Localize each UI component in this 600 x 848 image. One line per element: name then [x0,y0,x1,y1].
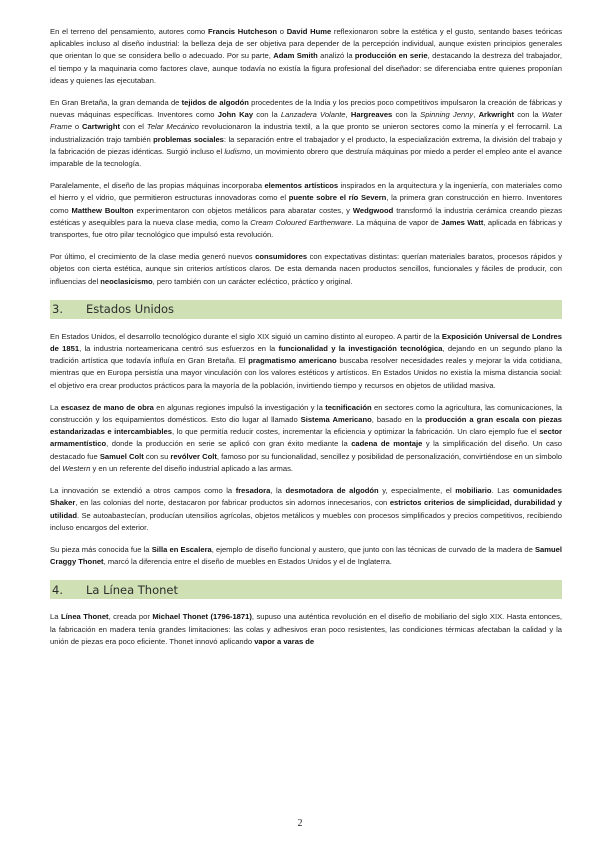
italic-term: Spinning Jenny [420,110,474,120]
text-run: procedentes de la India y los precios poco competitivos impulsaron la creación de fábricas y nuevas máquinas específicas. Inventores como [50,98,562,120]
italic-term: Telar Mecánico [146,122,199,132]
bold-term: elementos artísticos [264,181,339,191]
italic-term: Western [62,463,91,473]
bold-term: David Hume [286,27,332,36]
text-run: con la [514,110,542,120]
text-run: y en un referente del diseño industrial aplicado a las armas. [90,463,294,473]
bold-term: Arkwright [478,110,515,120]
bold-term: tejidos de algodón [181,98,249,108]
text-run: experimentaron con objetos metálicos para abaratar costes, y [133,205,353,215]
text-run: En Estados Unidos, el desarrollo tecnológico durante el siglo XIX siguió un camino distinto al europeo. A partir de la [50,331,442,341]
bold-term: fresadora [235,486,271,496]
text-run: , dejando en un segundo plano la tradición artística que todavía influía en Gran Bretaña. El [50,344,562,366]
text-run: , la [270,486,286,496]
text-run: o [277,27,287,36]
bold-term: Cartwright [82,122,120,132]
text-run: , la industria norteamericana centró sus esfuerzos en la [79,344,279,354]
bold-term: producción a gran escala con piezas estandarizadas e intercambiables [50,415,563,437]
bold-term: James Watt [441,217,484,227]
text-run: , en las colonias del norte, destacaron por fabricar productos sin adornos innecesarios, con [75,498,390,508]
text-run: Por último, el crecimiento de la clase media generó nuevos [50,252,256,262]
bold-term: escasez de mano de obra [60,402,154,412]
paragraph [50,97,562,170]
bold-term: revólver Colt [170,451,217,461]
paragraph [50,485,562,534]
bold-term: puente sobre el río Severn [288,193,387,203]
bold-term: Michael Thonet (1796-1871) [152,612,252,622]
text-run: La [50,612,61,622]
paragraph [50,331,562,392]
text-run: , aplicada en fábricas y transportes, fue otro pilar tecnológico que impulsó esta revolución. [50,217,562,240]
bold-term: Sistema Americano [300,415,372,425]
bold-term: comunidades Shaker [50,486,562,508]
text-run: , ejemplo de diseño funcional y austero, que junto con las técnicas de curvado de la madera de [211,544,535,554]
page-number: 2 [297,818,303,829]
section-number: 4. [52,582,63,597]
italic-term: Water Frame [50,110,563,132]
bold-term: Adam Smith [273,51,318,61]
section-number: 3. [52,302,63,317]
bold-term: Samuel Craggy Thonet [50,544,562,567]
text-run: , la primera gran construcción en hierro. Inventores como [50,193,563,215]
text-run: con la [253,110,281,120]
bold-term: John Kay [217,110,254,120]
text-run: con expectativas distintas: querían materiales baratos, procesos rápidos y objetos con cierta estética, aunque sin criterios artísticos claros. De esta demanda nacen productos sencillos, funcionales y fáciles de producir, con influencias del [50,252,562,286]
text-run: con la [392,110,421,120]
text-run: , supuso una auténtica revolución en el diseño de mobiliario del siglo XIX. Hasta entonces, la fabricación en madera tenía grandes limitaciones: las colas y adhesivos eran poco resistentes, las condiciones térmicas afectaban la calidad y la unión de piezas era poco eficiente. Thonet innovó aplicando [50,612,562,646]
text-run: , creada por [108,612,153,622]
bold-term: cadena de montaje [351,439,423,449]
text-run: en sectores como la agricultura, las comunicaciones, la construcción y los equipamientos domésticos. Esto dio lugar al llamado [50,402,562,425]
bold-term: mobiliario [455,486,492,496]
section-title: La Línea Thonet [86,582,178,597]
bold-term: Samuel Colt [99,451,144,461]
bold-term: Silla en Escalera [151,544,212,554]
text-run: con su [143,451,171,461]
text-run: La innovación se extendió a otros campos como la [50,486,236,496]
bold-term: Francis Hutcheson [208,27,277,36]
text-run: , un movimiento obrero que destruía máquinas por miedo a perder el empleo ante el avance imparable de la tecnología. [50,146,562,169]
italic-term: Cream Coloured Earthenware [250,217,352,227]
paragraph [50,402,562,475]
bold-term: producción en serie [354,51,428,61]
text-run: . Se autoabastecían, producían utensilios agrícolas, objetos metálicos y muebles con procesos simplificados y precios competitivos, recibiendo incluso encargos del exterior. [50,510,562,532]
text-run: analizó la [317,51,355,61]
text-run: , famoso por su funcionalidad, sencillez y posibilidad de personalización, convirtiéndose en un símbolo del [50,451,562,473]
bold-term: problemas sociales [153,134,224,144]
bold-term: Wedgwood [352,205,394,215]
section-heading-linea-thonet [50,580,562,599]
text-run: : la separación entre el trabajador y el producto, la especialización extrema, la división del trabajo y la fabricación de piezas idénticas. Surgió incluso el [50,134,562,156]
text-run: , lo que permitía reducir costes, incrementar la eficiencia y optimizar la fabricación. Un claro ejemplo fue el [171,427,540,437]
text-run: buscaba resolver necesidades reales y mejorar la vida cotidiana, mientras que en Europa persistía una mayor vinculación con los valores estéticos y artísticos. En Estados Unidos no existía la misma distancia social: el objetivo era crear productos prácticos para la mayoría de la población, invirtiendo tiempo y recursos en objetos de utilidad masiva. [50,356,562,390]
text-run: con el [119,122,147,132]
text-run: y la simplificación del diseño. Un caso destacado fue [50,439,563,461]
section-heading-estados-unidos [50,300,562,319]
text-run: En el terreno del pensamiento, autores como [50,27,209,36]
text-run: revolucionaron la industria textil, a la que pronto se unieron sectores como la minería y el ferrocarril. La industrialización trajo también [50,122,562,144]
bold-term: consumidores [255,252,308,262]
text-run: o [71,122,83,132]
bold-term: Hargreaves [350,110,393,120]
bold-term: Exposición Universal de Londres de 1851 [50,331,562,354]
bold-term: desmotadora de algodón [285,486,379,496]
text-run: , pero también con un carácter ecléctico, práctico y original. [152,276,353,286]
bold-term: Matthew Boulton [71,205,134,215]
paragraph [50,611,562,648]
text-run: transformó la industria cerámica creando piezas estéticas y asequibles para la nueva clase media, como la [50,205,562,227]
text-run: y, especialmente, el [378,486,456,496]
paragraph [50,544,562,568]
bold-term: Línea Thonet [60,612,109,622]
paragraph [50,251,562,288]
text-run: , destacando la destreza del trabajador, el tiempo y la maquinaria como factores clave, aunque todavía no existía la figura profesional del diseñador: se diferenciaba entre quienes proponían ideas y quienes las ejecutaban. [50,51,562,85]
text-run: en algunas regiones impulsó la investigación y la [153,402,326,412]
section-title: Estados Unidos [86,302,175,317]
bold-term: tecnificación [325,402,372,412]
page-content [50,26,562,658]
text-run: , marcó la diferencia entre el diseño de muebles en Estados Unidos y el de Inglaterra. [103,557,392,567]
text-run: inspirados en la arquitectura y la ingeniería, con materiales como el hierro y el vidrio, que permitieron estructuras innovadoras como el [50,181,562,203]
text-run: . La máquina de vapor de [351,217,442,227]
text-run: . Las [491,486,514,496]
text-run: Su pieza más conocida fue la [50,544,152,554]
bold-term: estrictos criterios de simplicidad, durabilidad y utilidad [50,498,562,520]
bold-term: funcionalidad y la investigación tecnológica [278,344,443,354]
bold-term: pragmatismo americano [248,356,337,366]
bold-term: vapor a varas de [254,636,315,646]
paragraph [50,26,562,87]
bold-term: neoclasicismo [100,276,153,286]
text-run: En Gran Bretaña, la gran demanda de [50,98,182,108]
text-run: , basado en la [371,415,426,425]
text-run: , donde la producción en serie se aplicó con gran éxito mediante la [106,439,352,449]
text-run: Paralelamente, el diseño de las propias máquinas incorporaba [50,181,265,191]
italic-term: Lanzadera Volante [280,110,346,120]
italic-term: ludismo [224,146,251,156]
text-run: reflexionaron sobre la estética y el gusto, sentando bases teóricas aplicables incluso al diseño industrial: la belleza deja de ser objetiva para depender de la percepción individual, aunque existen principios generales que orientan lo que se considera bello o adecuado. Por su parte, [50,27,562,61]
paragraph [50,180,562,241]
text-run: , [345,110,351,120]
text-run: La [50,402,61,412]
text-run: , [473,110,479,120]
bold-term: sector armamentístico [50,427,562,449]
